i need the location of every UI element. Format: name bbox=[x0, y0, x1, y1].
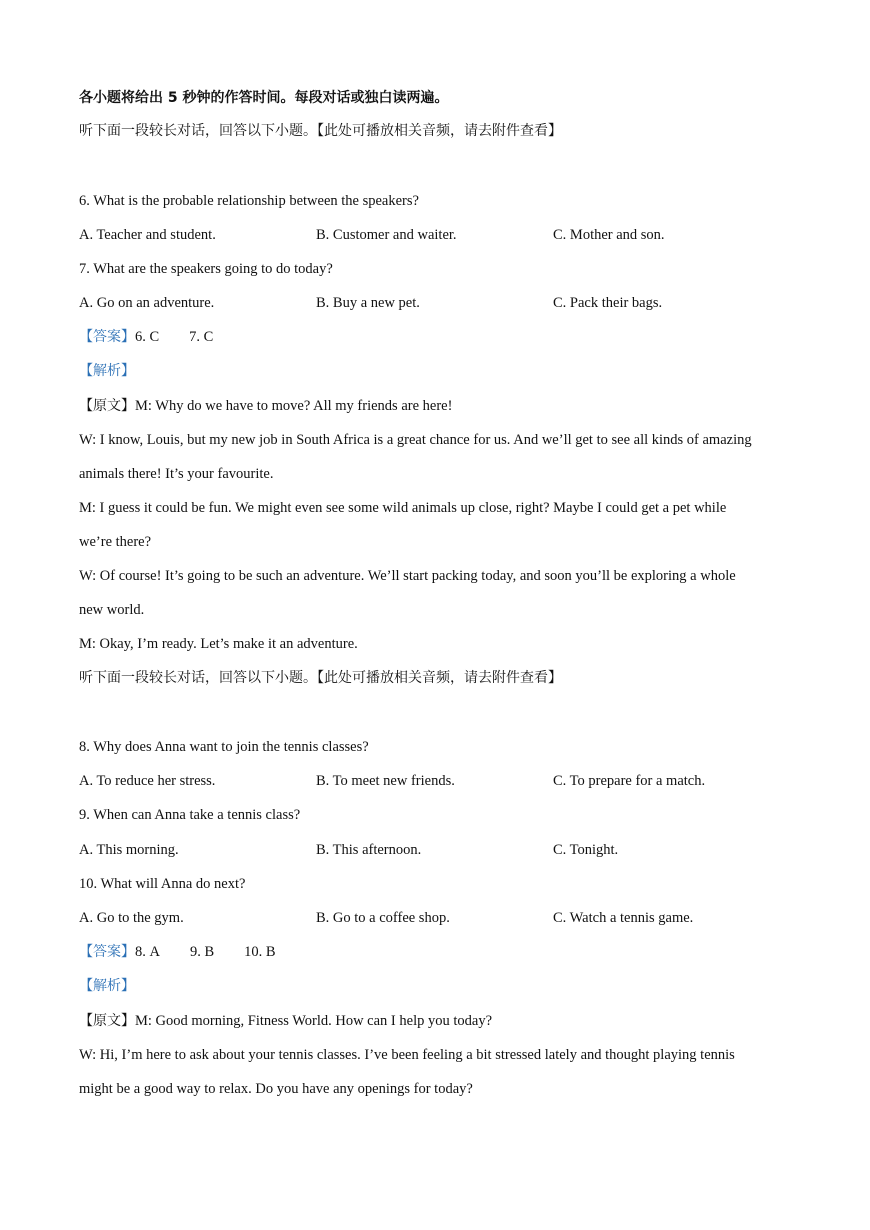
q8-option-b: B. To meet new friends. bbox=[316, 773, 455, 789]
transcript-text: M: Why do we have to move? All my friends are here! bbox=[135, 398, 453, 414]
transcript-text: M: Good morning, Fitness World. How can I help you today? bbox=[135, 1013, 492, 1029]
q6-option-b: B. Customer and waiter. bbox=[316, 227, 457, 243]
question-7: 7. What are the speakers going to do today? bbox=[79, 261, 333, 277]
q7-option-a: A. Go on an adventure. bbox=[79, 295, 215, 311]
q10-option-c: C. Watch a tennis game. bbox=[553, 910, 694, 926]
question-8: 8. Why does Anna want to join the tennis classes? bbox=[79, 739, 369, 755]
q7-option-b: B. Buy a new pet. bbox=[316, 295, 420, 311]
analysis-label-1: 【解析】 bbox=[79, 363, 135, 379]
transcript-2-line-3: might be a good way to relax. Do you have any openings for today? bbox=[79, 1081, 473, 1097]
source-label: 【原文】 bbox=[79, 1013, 135, 1029]
q10-option-b: B. Go to a coffee shop. bbox=[316, 910, 450, 926]
answer-line-1 bbox=[79, 327, 213, 347]
transcript-1-line-4: M: I guess it could be fun. We might even see some wild animals up close, right? Maybe I could get a pet while bbox=[79, 500, 727, 516]
answer-label: 【答案】 bbox=[79, 944, 135, 960]
q9-option-a: A. This morning. bbox=[79, 842, 179, 858]
question-10: 10. What will Anna do next? bbox=[79, 876, 246, 892]
answer-10: 10. B bbox=[244, 944, 276, 960]
answer-9: 9. B bbox=[189, 944, 215, 960]
transcript-1-line-2: W: I know, Louis, but my new job in South Africa is a great chance for us. And we’ll get to see all kinds of amazing bbox=[79, 432, 752, 448]
listen-prompt-2: 听下面一段较长对话，回答以下小题。【此处可播放相关音频，请去附件查看】 bbox=[79, 670, 562, 686]
transcript-1-line-3: animals there! It’s your favourite. bbox=[79, 466, 274, 482]
q7-option-c: C. Pack their bags. bbox=[553, 295, 663, 311]
instruction-heading: 各小题将给出 5 秒钟的作答时间。每段对话或独白读两遍。 bbox=[79, 90, 449, 106]
transcript-2-line-2: W: Hi, I’m here to ask about your tennis classes. I’ve been feeling a bit stressed lately and thought playing tennis bbox=[79, 1047, 735, 1063]
question-6: 6. What is the probable relationship between the speakers? bbox=[79, 193, 419, 209]
answer-label: 【答案】 bbox=[79, 329, 135, 345]
question-9: 9. When can Anna take a tennis class? bbox=[79, 807, 301, 823]
transcript-2-line-1 bbox=[79, 1011, 492, 1031]
listen-prompt-1: 听下面一段较长对话，回答以下小题。【此处可播放相关音频，请去附件查看】 bbox=[79, 123, 562, 139]
analysis-label-2: 【解析】 bbox=[79, 978, 135, 994]
transcript-1-line-8: M: Okay, I’m ready. Let’s make it an adventure. bbox=[79, 636, 358, 652]
transcript-1-line-5: we’re there? bbox=[79, 534, 152, 550]
q6-option-c: C. Mother and son. bbox=[553, 227, 665, 243]
q6-option-a: A. Teacher and student. bbox=[79, 227, 216, 243]
q10-option-a: A. Go to the gym. bbox=[79, 910, 184, 926]
answer-8: 8. A bbox=[135, 944, 160, 960]
q9-option-c: C. Tonight. bbox=[553, 842, 619, 858]
transcript-1-line-7: new world. bbox=[79, 602, 145, 618]
source-label: 【原文】 bbox=[79, 398, 135, 414]
q8-option-c: C. To prepare for a match. bbox=[553, 773, 706, 789]
answer-7: 7. C bbox=[189, 329, 214, 345]
transcript-1-line-6: W: Of course! It’s going to be such an adventure. We’ll start packing today, and soon you’ll be exploring a whole bbox=[79, 568, 736, 584]
q8-option-a: A. To reduce her stress. bbox=[79, 773, 216, 789]
answer-6: 6. C bbox=[135, 329, 160, 345]
transcript-1-line-1 bbox=[79, 396, 452, 416]
answer-line-2 bbox=[79, 942, 276, 962]
q9-option-b: B. This afternoon. bbox=[316, 842, 422, 858]
